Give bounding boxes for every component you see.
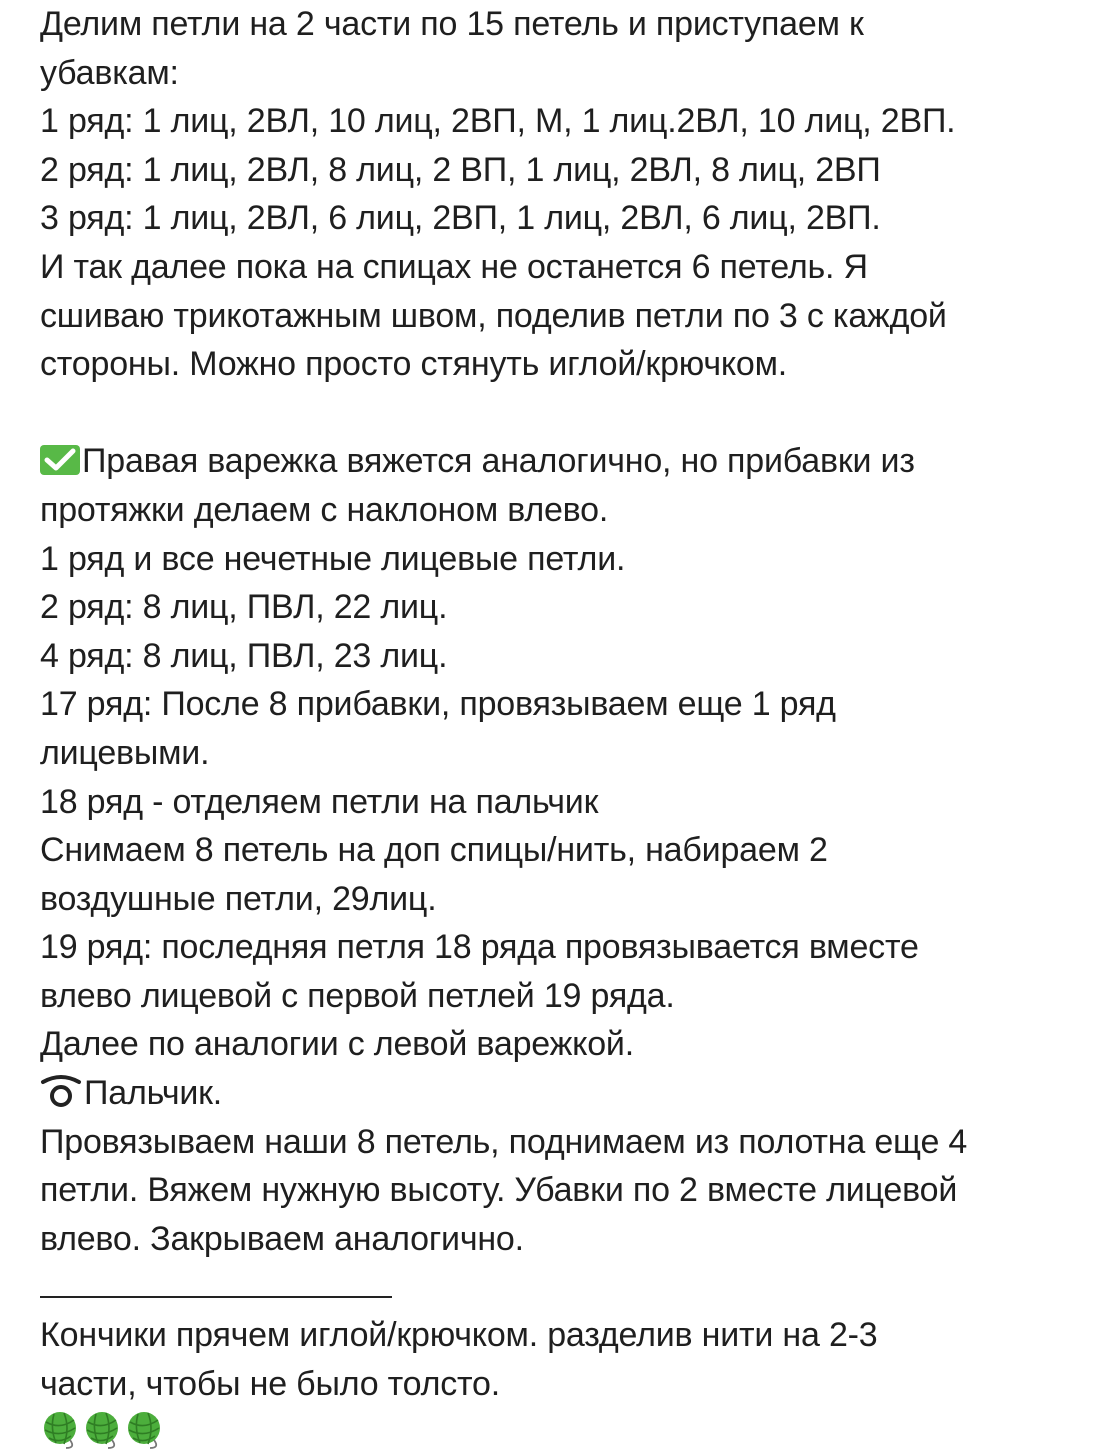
- yarn-ball-icon: [124, 1410, 164, 1450]
- intro-line: стороны. Можно просто стянуть иглой/крючком.: [40, 345, 788, 384]
- footer-line: части, чтобы не было толсто.: [40, 1364, 501, 1403]
- thumb-heading: [40, 1069, 1070, 1118]
- yarn-ball-row: [40, 1410, 164, 1450]
- right-mitten-line: 19 ряд: последняя петля 18 ряда провязывается вместе: [40, 928, 919, 967]
- right-mitten-line: 1 ряд и все нечетные лицевые петли.: [40, 539, 626, 578]
- right-mitten-line: 17 ряд: После 8 прибавки, провязываем еще 1 ряд: [40, 685, 836, 724]
- right-mitten-line: лицевыми.: [40, 733, 210, 772]
- yarn-ball-icon: [40, 1410, 80, 1450]
- right-mitten-line: протяжки делаем с наклоном влево.: [40, 490, 609, 529]
- section-divider: [40, 1296, 392, 1298]
- check-mark-icon: [40, 445, 80, 475]
- right-mitten-line: влево лицевой с первой петлей 19 ряда.: [40, 976, 675, 1015]
- thumb-line: Провязываем наши 8 петель, поднимаем из полотна еще 4: [40, 1122, 968, 1161]
- right-mitten-title: Правая варежка вяжется аналогично, но прибавки из: [82, 442, 915, 481]
- footer-text: [40, 1311, 1070, 1408]
- post-text: [40, 0, 1070, 1263]
- right-mitten-heading: [40, 437, 1070, 486]
- footer-line: Кончики прячем иглой/крючком. разделив нити на 2-3: [40, 1316, 878, 1354]
- row-instruction: 1 ряд: 1 лиц, 2ВЛ, 10 лиц, 2ВП, М, 1 лиц.2ВЛ, 10 лиц, 2ВП.: [40, 102, 956, 141]
- intro-line: Делим петли на 2 части по 15 петель и приступаем к: [40, 5, 864, 43]
- yarn-ball-icon: [82, 1410, 122, 1450]
- thumb-line: влево. Закрываем аналогично.: [40, 1219, 524, 1258]
- row-instruction: 3 ряд: 1 лиц, 2ВЛ, 6 лиц, 2ВП, 1 лиц, 2ВЛ, 6 лиц, 2ВП.: [40, 199, 881, 238]
- right-mitten-line: Далее по аналогии с левой варежкой.: [40, 1025, 634, 1064]
- thumb-line: петли. Вяжем нужную высоту. Убавки по 2 вместе лицевой: [40, 1171, 958, 1210]
- taurus-symbol-icon: [40, 1074, 82, 1110]
- right-mitten-line: 4 ряд: 8 лиц, ПВЛ, 23 лиц.: [40, 636, 448, 675]
- right-mitten-line: 2 ряд: 8 лиц, ПВЛ, 22 лиц.: [40, 588, 448, 627]
- thumb-title: Пальчик.: [84, 1074, 223, 1113]
- right-mitten-line: воздушные петли, 29лиц.: [40, 879, 437, 918]
- row-instruction: 2 ряд: 1 лиц, 2ВЛ, 8 лиц, 2 ВП, 1 лиц, 2ВЛ, 8 лиц, 2ВП: [40, 150, 881, 189]
- right-mitten-line: 18 ряд - отделяем петли на пальчик: [40, 782, 599, 821]
- intro-line: убавкам:: [40, 53, 179, 92]
- right-mitten-line: Снимаем 8 петель на доп спицы/нить, набираем 2: [40, 831, 828, 870]
- paragraph-gap: [40, 389, 1070, 438]
- intro-line: сшиваю трикотажным швом, поделив петли по 3 с каждой: [40, 296, 947, 335]
- intro-line: И так далее пока на спицах не останется 6 петель. Я: [40, 247, 868, 286]
